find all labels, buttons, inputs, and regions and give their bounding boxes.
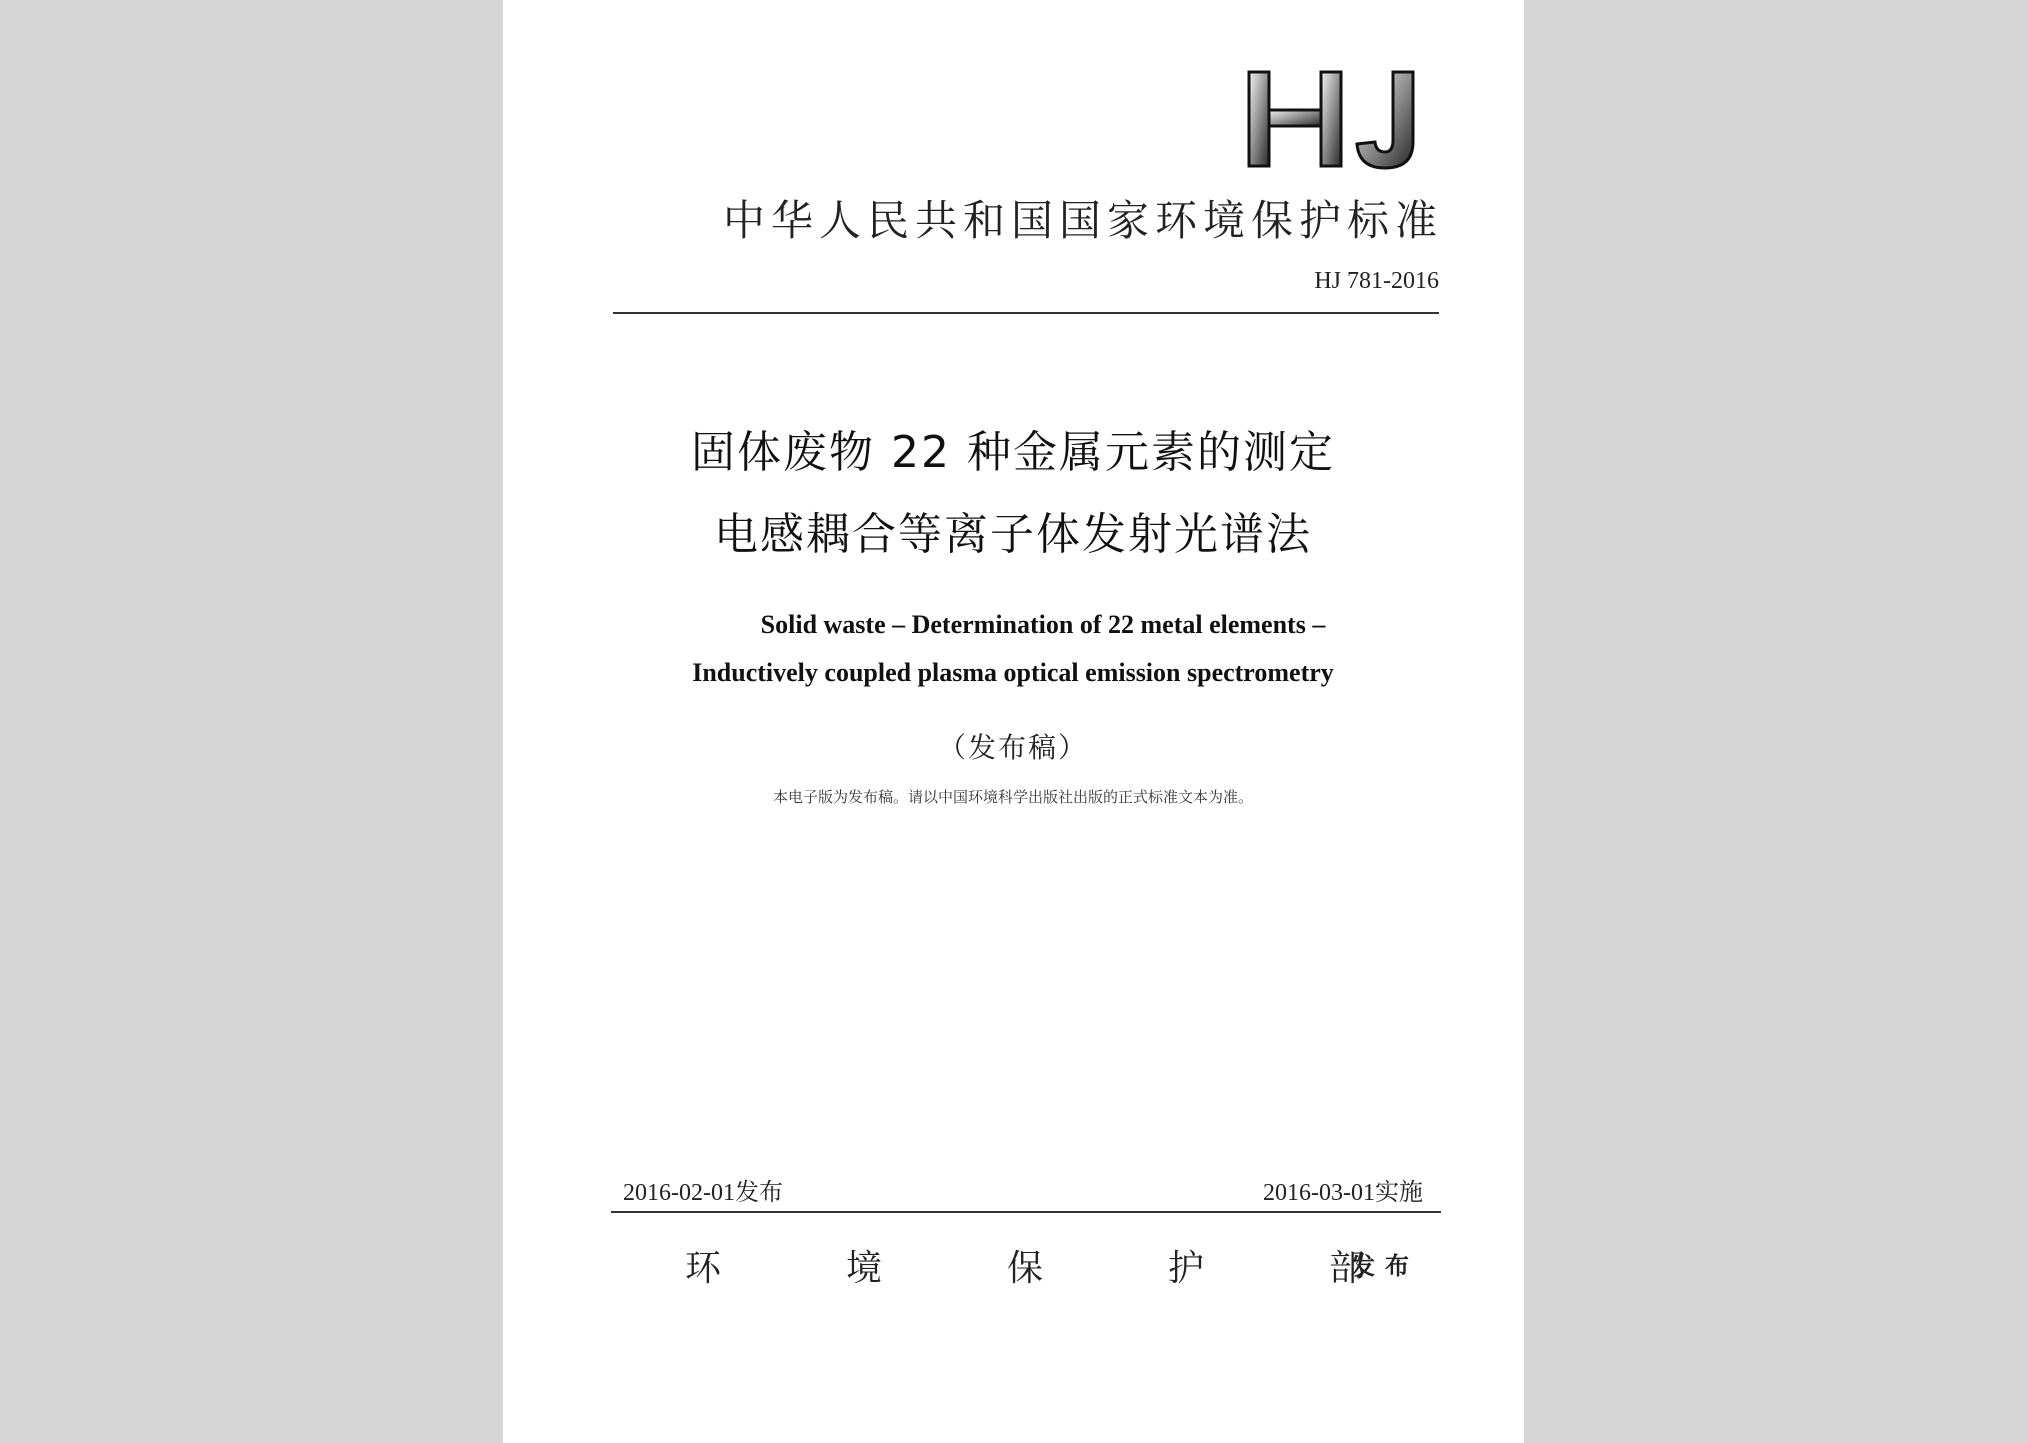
- hj-logo: [1243, 64, 1433, 174]
- en-title-line2: Inductively coupled plasma optical emission spectrometry: [692, 658, 1334, 687]
- logo-letter-h: [1249, 72, 1341, 166]
- implement-date: 2016-03-01实施: [1263, 1180, 1423, 1206]
- issuer-char: 环: [685, 1248, 722, 1289]
- cn-title-line2: 电感耦合等离子体发射光谱法: [714, 509, 1312, 560]
- issue-date: 2016-02-01发布: [623, 1180, 783, 1206]
- document-page: [503, 0, 1524, 1443]
- bottom-divider: [611, 1211, 1441, 1213]
- logo-letter-j: [1357, 72, 1413, 168]
- org-title: 中华人民共和国国家环境保护标准: [722, 196, 1443, 245]
- notice-text: 本电子版为发布稿。请以中国环境科学出版社出版的正式标准文本为准。: [772, 788, 1253, 806]
- top-divider: [613, 312, 1439, 314]
- issuer-char: 保: [1006, 1248, 1043, 1289]
- issuer-char: 部: [1328, 1248, 1365, 1289]
- en-title-line1: Solid waste – Determination of 22 metal elements –: [760, 610, 1326, 639]
- standard-code: HJ 781-2016: [1314, 268, 1439, 294]
- issuer-char: 境: [845, 1248, 882, 1289]
- issued-label: 发布: [1351, 1252, 1419, 1280]
- issuer-char: 护: [1167, 1248, 1204, 1289]
- cn-title-line1: 固体废物 22 种金属元素的测定: [691, 427, 1335, 478]
- issuer-name: [685, 1240, 1365, 1291]
- draft-label: （发布稿）: [937, 731, 1088, 764]
